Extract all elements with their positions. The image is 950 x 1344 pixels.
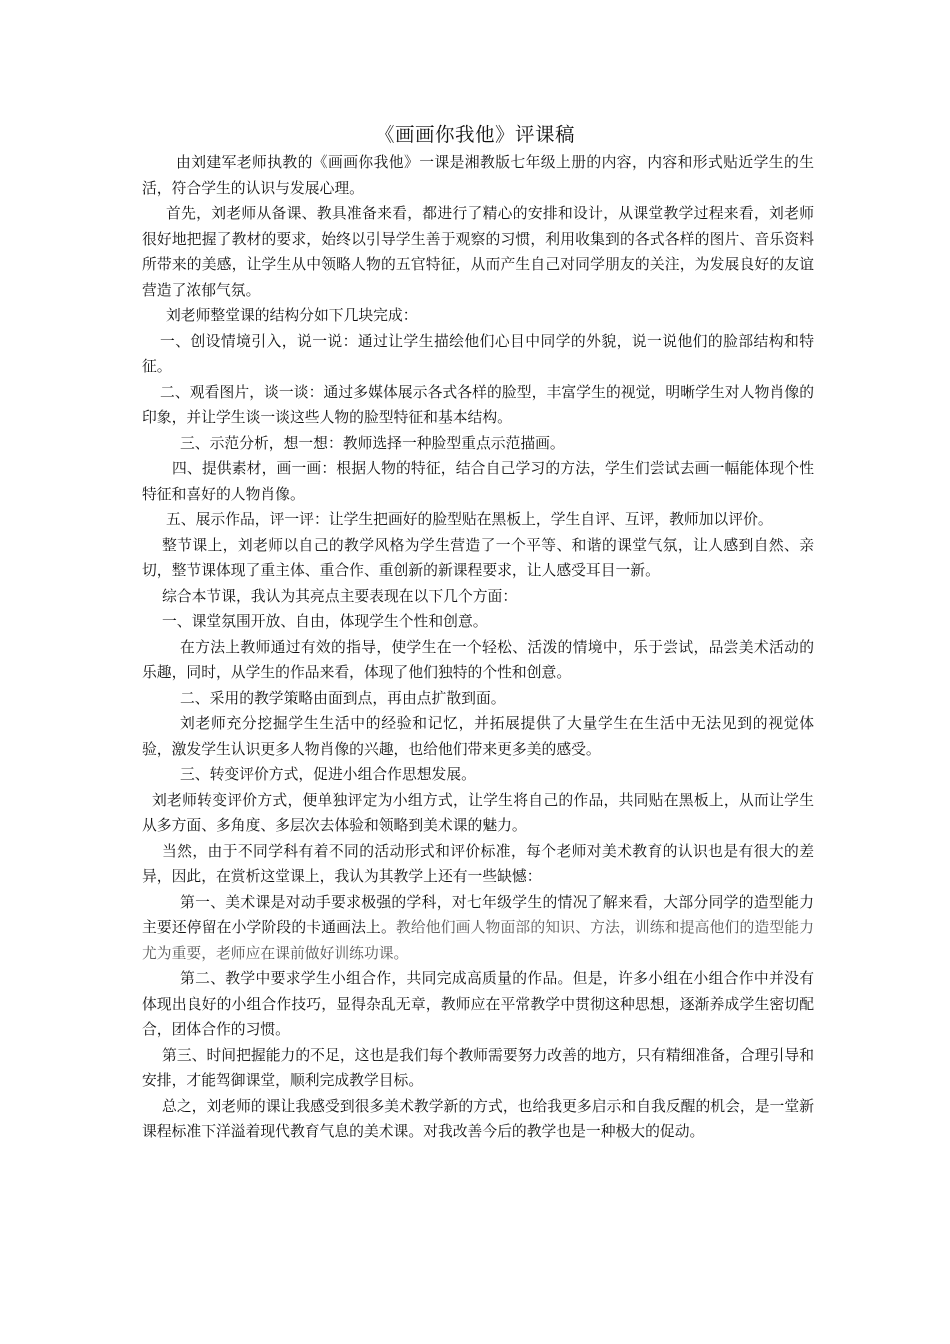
paragraph-step-3: 三、示范分析，想一想：教师选择一种脸型重点示范描画。	[180, 434, 565, 452]
paragraph-highlight-3-detail: 刘老师转变评价方式，便单独评定为小组方式，让学生将自己的作品，共同贴在黑板上，从而让学生从多方面、多角度、多层次去体验和领略到美术课的魅力。	[142, 791, 814, 834]
shortcoming-1-advice: 教给他们画人物面部的知识、方法，训练和提高他们的造型能力尤为重要，老师应在课前做好训练功课。	[142, 919, 814, 962]
paragraph-conclusion: 总之，刘老师的课让我感受到很多美术教学新的方式，也给我更多启示和自我反醒的机会，是一堂新课程标准下洋溢着现代教育气息的美术课。对我改善今后的教学也是一种极大的促动。	[142, 1097, 814, 1140]
paragraph-step-2: 二、观看图片，谈一谈：通过多媒体展示各式各样的脸型，丰富学生的视觉，明晰学生对人物肖像的印象，并让学生谈一谈这些人物的脸型特征和基本结构。	[142, 383, 814, 426]
paragraph-highlight-1: 一、课堂氛围开放、自由，体现学生个性和创意。	[162, 613, 488, 630]
shortcoming-1-main: 第一、美术课是对动手要求极强的学科，对七年级学生的情况了解来看，大部分同学的造型能力主要还停留在小学阶段的卡通画法上。	[142, 893, 814, 936]
paragraph-highlight-3: 三、转变评价方式，促进小组合作思想发展。	[180, 766, 476, 783]
paragraph-step-1: 一、创设情境引入，说一说：通过让学生描绘他们心目中同学的外貌，说一说他们的脸部结构和特征。	[142, 332, 814, 375]
document-body	[142, 150, 814, 1145]
paragraph-intro: 由刘建军老师执教的《画画你我他》一课是湘教版七年级上册的内容，内容和形式贴近学生的生活，符合学生的认识与发展心理。	[142, 154, 814, 197]
paragraph-shortcoming-2: 第二、教学中要求学生小组合作，共同完成高质量的作品。但是，许多小组在小组合作中并没有体现出良好的小组合作技巧，显得杂乱无章，教师应在平常教学中贯彻这种思想，逐渐养成学生密切配合，团体合作的习惯。	[142, 970, 814, 1038]
paragraph-first: 首先，刘老师从备课、教具准备来看，都进行了精心的安排和设计，从课堂教学过程来看，刘老师很好地把握了教材的要求，始终以引导学生善于观察的习惯，利用收集到的各式各样的图片、音乐资料所带来的美感，让学生从中领略人物的五官特征，从而产生自己对同学朋友的关注，为发展良好的友谊营造了浓郁气氛。	[142, 205, 814, 299]
paragraph-highlight-2-detail: 刘老师充分挖掘学生生活中的经验和记忆，并拓展提供了大量学生在生活中无法见到的视觉体验，激发学生认识更多人物肖像的兴趣，也给他们带来更多美的感受。	[142, 715, 814, 758]
paragraph-summary: 整节课上，刘老师以自己的教学风格为学生营造了一个平等、和谐的课堂气氛，让人感到自然、亲切，整节课体现了重主体、重合作、重创新的新课程要求，让人感受耳目一新。	[142, 536, 814, 579]
paragraph-shortcoming-1	[142, 890, 814, 967]
paragraph-step-5: 五、展示作品，评一评：让学生把画好的脸型贴在黑板上，学生自评、互评，教师加以评价。	[166, 511, 773, 528]
paragraph-step-4: 四、提供素材，画一画：根据人物的特征，结合自己学习的方法，学生们尝试去画一幅能体现个性特征和喜好的人物肖像。	[142, 460, 814, 503]
paragraph-highlight-1-detail: 在方法上教师通过有效的指导，使学生在一个轻松、活泼的情境中，乐于尝试，品尝美术活动的乐趣，同时，从学生的作品来看，体现了他们独特的个性和创意。	[142, 638, 814, 681]
document-title: 《画画你我他》评课稿	[374, 123, 575, 146]
paragraph-structure: 刘老师整堂课的结构分如下几块完成：	[166, 307, 418, 324]
paragraph-shortcoming-3: 第三、时间把握能力的不足，这也是我们每个教师需要努力改善的地方，只有精细准备，合理引导和安排，才能驾御课堂，顺利完成教学目标。	[142, 1046, 814, 1089]
paragraph-highlights-intro: 综合本节课，我认为其亮点主要表现在以下几个方面：	[162, 587, 518, 605]
paragraph-shortcomings-intro: 当然，由于不同学科有着不同的活动形式和评价标准，每个老师对美术教育的认识也是有很大的差异，因此，在赏析这堂课上，我认为其教学上还有一些缺憾：	[142, 842, 814, 885]
paragraph-highlight-2: 二、采用的教学策略由面到点，再由点扩散到面。	[180, 689, 506, 707]
